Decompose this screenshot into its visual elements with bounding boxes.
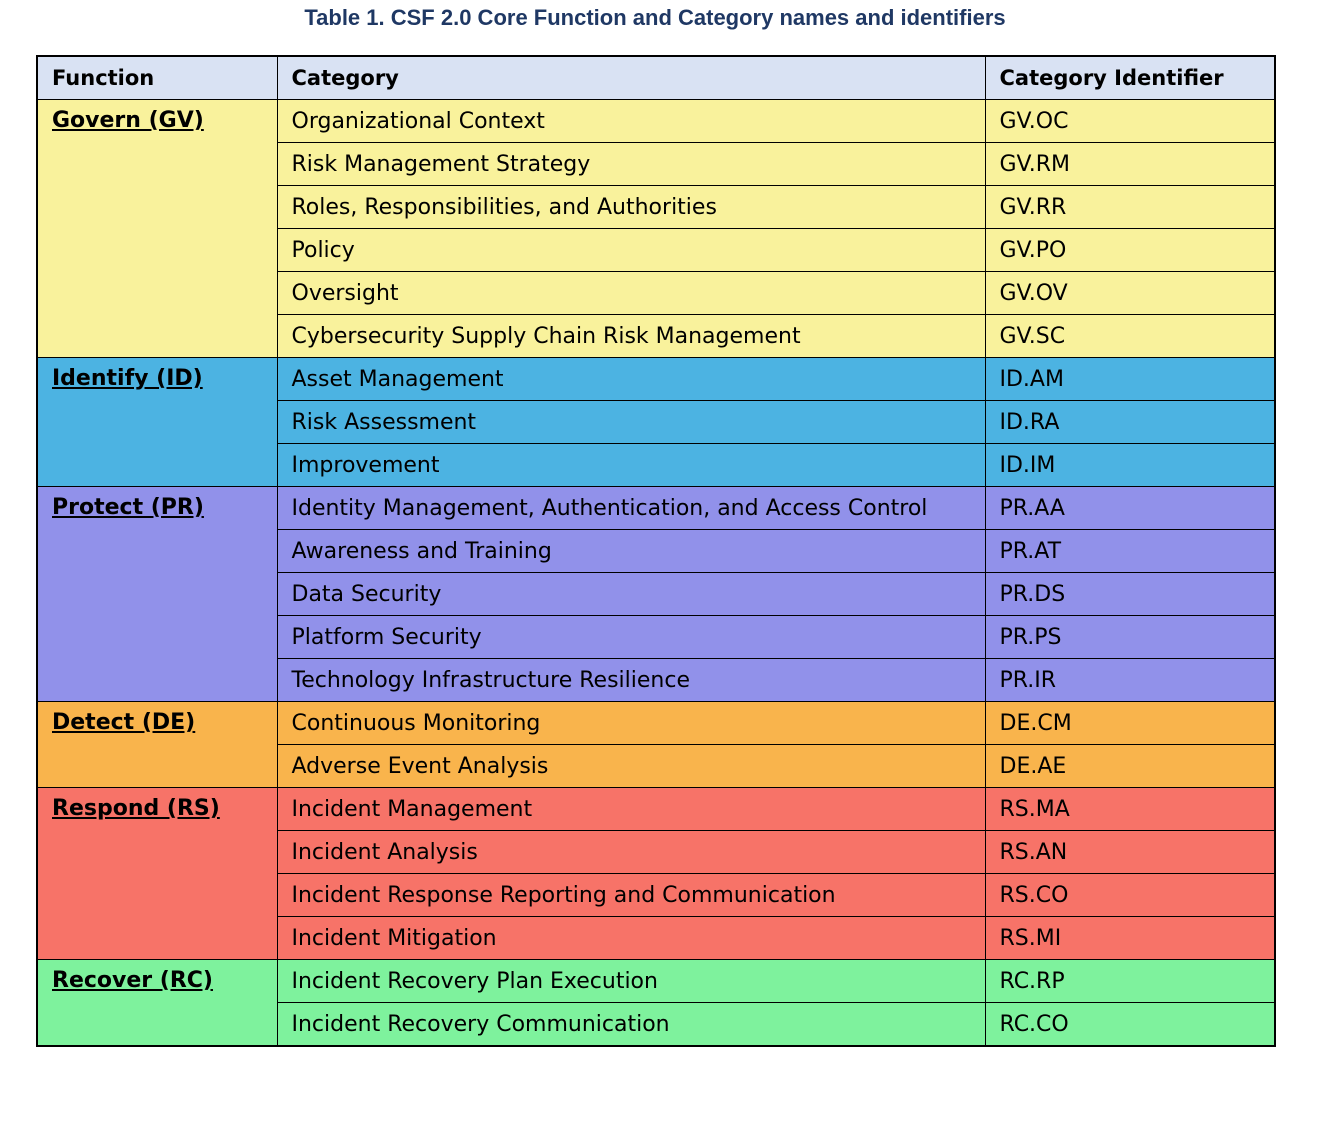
category-cell: Incident Response Reporting and Communication xyxy=(277,874,985,917)
category-cell: Data Security xyxy=(277,573,985,616)
csf-core-table xyxy=(36,55,1276,1047)
category-identifier-cell: GV.RM xyxy=(985,143,1275,186)
category-cell: Incident Mitigation xyxy=(277,917,985,960)
table-row xyxy=(37,788,1275,831)
category-identifier-cell: DE.AE xyxy=(985,745,1275,788)
category-identifier-cell: RC.RP xyxy=(985,960,1275,1003)
category-identifier-cell: GV.PO xyxy=(985,229,1275,272)
category-cell: Improvement xyxy=(277,444,985,487)
category-identifier-cell: ID.AM xyxy=(985,358,1275,401)
category-identifier-cell: PR.IR xyxy=(985,659,1275,702)
category-cell: Identity Management, Authentication, and Access Control xyxy=(277,487,985,530)
category-cell: Adverse Event Analysis xyxy=(277,745,985,788)
table-body xyxy=(37,100,1275,1047)
category-cell: Risk Management Strategy xyxy=(277,143,985,186)
header-function: Function xyxy=(37,56,277,100)
category-identifier-cell: GV.OV xyxy=(985,272,1275,315)
category-identifier-cell: PR.AT xyxy=(985,530,1275,573)
function-name: Govern (GV) xyxy=(52,108,204,133)
function-name: Recover (RC) xyxy=(52,968,213,993)
category-identifier-cell: GV.SC xyxy=(985,315,1275,358)
category-cell: Policy xyxy=(277,229,985,272)
category-cell: Technology Infrastructure Resilience xyxy=(277,659,985,702)
function-cell xyxy=(37,702,277,788)
category-identifier-cell: GV.OC xyxy=(985,100,1275,143)
function-cell xyxy=(37,487,277,702)
category-identifier-cell: ID.RA xyxy=(985,401,1275,444)
function-name: Protect (PR) xyxy=(52,495,204,520)
function-name: Respond (RS) xyxy=(52,796,220,821)
table-row xyxy=(37,702,1275,745)
function-cell xyxy=(37,788,277,960)
category-identifier-cell: GV.RR xyxy=(985,186,1275,229)
header-category: Category xyxy=(277,56,985,100)
function-name: Identify (ID) xyxy=(52,366,203,391)
category-cell: Platform Security xyxy=(277,616,985,659)
category-cell: Incident Recovery Plan Execution xyxy=(277,960,985,1003)
function-name: Detect (DE) xyxy=(52,710,196,735)
table-row xyxy=(37,358,1275,401)
function-cell xyxy=(37,960,277,1047)
category-identifier-cell: PR.DS xyxy=(985,573,1275,616)
category-cell: Roles, Responsibilities, and Authorities xyxy=(277,186,985,229)
function-cell xyxy=(37,100,277,358)
category-identifier-cell: DE.CM xyxy=(985,702,1275,745)
table-header-row xyxy=(37,56,1275,100)
category-cell: Incident Management xyxy=(277,788,985,831)
category-identifier-cell: RS.CO xyxy=(985,874,1275,917)
category-cell: Awareness and Training xyxy=(277,530,985,573)
category-cell: Continuous Monitoring xyxy=(277,702,985,745)
category-identifier-cell: RS.MI xyxy=(985,917,1275,960)
category-identifier-cell: ID.IM xyxy=(985,444,1275,487)
table-caption: Table 1. CSF 2.0 Core Function and Category names and identifiers xyxy=(304,5,1006,30)
category-identifier-cell: PR.PS xyxy=(985,616,1275,659)
category-cell: Incident Recovery Communication xyxy=(277,1003,985,1047)
category-identifier-cell: RS.MA xyxy=(985,788,1275,831)
category-cell: Asset Management xyxy=(277,358,985,401)
category-cell: Risk Assessment xyxy=(277,401,985,444)
table-row xyxy=(37,487,1275,530)
category-cell: Cybersecurity Supply Chain Risk Management xyxy=(277,315,985,358)
category-cell: Organizational Context xyxy=(277,100,985,143)
function-cell xyxy=(37,358,277,487)
category-cell: Oversight xyxy=(277,272,985,315)
category-identifier-cell: PR.AA xyxy=(985,487,1275,530)
category-identifier-cell: RC.CO xyxy=(985,1003,1275,1047)
category-cell: Incident Analysis xyxy=(277,831,985,874)
category-identifier-cell: RS.AN xyxy=(985,831,1275,874)
table-row xyxy=(37,960,1275,1003)
table-row xyxy=(37,100,1275,143)
header-category-identifier: Category Identifier xyxy=(985,56,1275,100)
